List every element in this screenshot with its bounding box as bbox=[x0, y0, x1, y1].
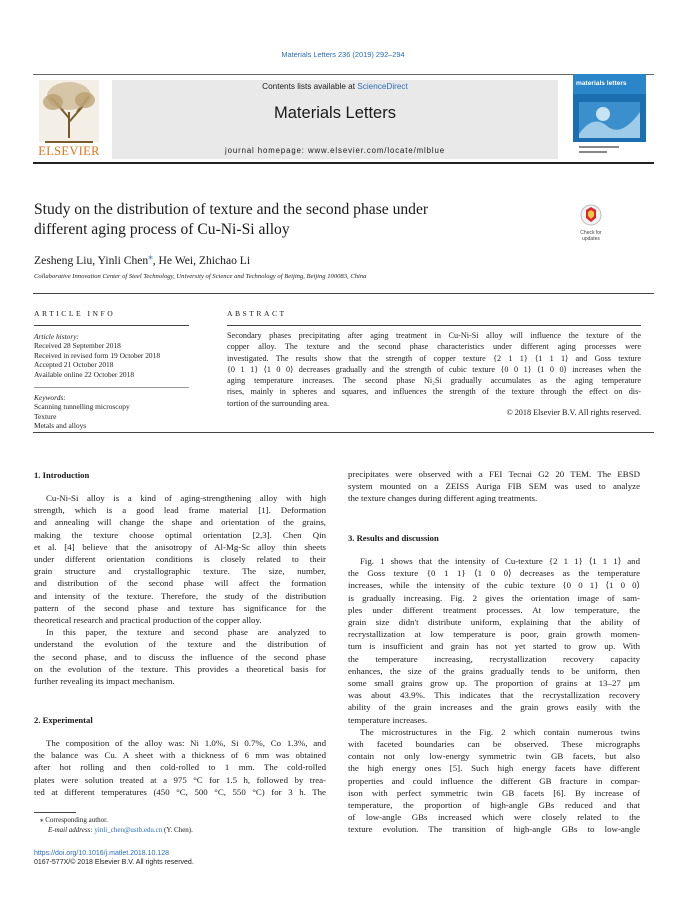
abstract-heading: ABSTRACT bbox=[227, 309, 287, 318]
contents-prefix: Contents lists available at bbox=[262, 82, 358, 91]
keyword-item: Texture bbox=[34, 411, 57, 421]
abstract-line: {0 1 1} ⟨1 0 0⟩ decreases gradually and the strength of cubic texture {0 0 1} ⟨1 0 0⟩ increases when the bbox=[227, 364, 641, 374]
experimental-paragraph bbox=[34, 737, 326, 798]
journal-name[interactable]: Materials Letters bbox=[274, 104, 396, 122]
abstract-text bbox=[227, 330, 641, 409]
article-info-heading: ARTICLE INFO bbox=[34, 309, 116, 318]
affiliation-rule bbox=[33, 293, 654, 294]
body-line: further revealing its impact mechanism. bbox=[34, 676, 175, 687]
body-line: temperature increases. bbox=[348, 714, 428, 725]
body-line: grain structure and crystallographic texture. The size, number, bbox=[34, 566, 326, 577]
history-accepted: Accepted 21 October 2018 bbox=[34, 360, 114, 370]
body-line: the temperature increasing, recrystallization recovery capacity bbox=[348, 653, 640, 664]
abstract-line: tortion of the surrounding area. bbox=[227, 398, 330, 408]
abstract-line: aging temperature increases. The second phase Ni₂Si gradually accumulates as the aging temperature bbox=[227, 376, 641, 386]
badge-line-2: updates bbox=[582, 235, 600, 242]
cover-title: materials letters bbox=[576, 80, 627, 87]
header-bottom-rule bbox=[33, 162, 654, 164]
history-revised: Received in revised form 19 October 2018 bbox=[34, 350, 161, 360]
crossmark-icon bbox=[575, 204, 607, 226]
body-line: properties and could influence the different GB fracture in compar- bbox=[348, 775, 640, 786]
body-line: understand the evolution of the texture and the distribution of bbox=[34, 639, 326, 650]
body-line: of low-angle GBs increased which were closely related to the bbox=[348, 812, 640, 823]
journal-homepage[interactable]: journal homepage: www.elsevier.com/locate/mlblue bbox=[224, 146, 446, 155]
results-heading: 3. Results and discussion bbox=[348, 533, 439, 543]
body-line: tum is insufficient and grain has not yet started to grow up. With bbox=[348, 641, 640, 652]
keywords-block bbox=[34, 393, 194, 431]
keywords-label: Keywords: bbox=[34, 393, 66, 402]
issn-line: 0167-577X/© 2018 Elsevier B.V. All rights reserved. bbox=[34, 859, 194, 866]
keyword-item: Scanning tunnelling microscopy bbox=[34, 402, 130, 412]
header-top-rule bbox=[33, 74, 654, 75]
body-line: The composition of the alloy was: Ni 1.0%, Si 0.7%, Co 1.3%, and bbox=[46, 738, 326, 748]
body-line: the texture changes during different aging treatments. bbox=[348, 493, 538, 504]
doi-link[interactable]: https://doi.org/10.1016/j.matlet.2018.10.128 bbox=[34, 850, 170, 857]
body-line: pattern of the second phase and texture has significance for the bbox=[34, 602, 326, 613]
body-line: with faceted boundaries can be observed. These micrographs bbox=[348, 739, 640, 750]
footnote-corresponding: ⁎ Corresponding author. bbox=[40, 816, 108, 824]
body-line: was about 43.9%. This indicates that the recrystallization recovery bbox=[348, 690, 640, 701]
body-line: ted at different temperatures (450 °C, 500 °C, 550 °C) for 3 h. The bbox=[34, 786, 326, 797]
body-line: making the texture choose optimal orientation [2,3]. Chen Qin bbox=[34, 529, 326, 540]
body-line: on the evolution of the texture. This provides a theoretical basis for bbox=[34, 663, 326, 674]
title-line-2: different aging process of Cu-Ni-Si alloy bbox=[34, 221, 290, 238]
body-line: Fig. 1 shows that the intensity of Cu-texture {2 1 1} ⟨1 1 1⟩ and bbox=[360, 556, 640, 566]
body-line: In this paper, the texture and second phase are analyzed to bbox=[46, 627, 326, 638]
body-line: strength, which is a good lead frame material [1]. Deformation bbox=[34, 505, 326, 516]
abstract-bottom-rule bbox=[33, 432, 654, 433]
check-for-updates-badge[interactable] bbox=[575, 204, 607, 242]
body-line: theoretical research and practical production of the copper alloy. bbox=[34, 615, 262, 626]
footnote-rule bbox=[34, 812, 76, 813]
article-title bbox=[34, 200, 564, 240]
body-line: the second phase, and to discuss the influence of the second phase bbox=[34, 651, 326, 662]
body-line: Cu-Ni-Si alloy is a kind of aging-strengthening alloy with high bbox=[46, 493, 326, 503]
body-line: plates were solution treated at a 975 °C for 1.5 h, followed by trea- bbox=[34, 774, 326, 785]
body-line: the balance was Cu. A sheet with a thickness of 6 mm was obtained bbox=[34, 750, 326, 761]
body-line: ability of the grain increases and the grain grows easily with the bbox=[348, 702, 640, 713]
body-line: some small grains grow up. The proportion of grains at 13–27 μm bbox=[348, 678, 640, 689]
body-line: after hot rolling and then cold-rolled to 1 mm. The cold-rolled bbox=[34, 762, 326, 773]
abstract-line: copper alloy. The texture and the second phase characteristics under different aging processes were bbox=[227, 342, 641, 352]
body-line: recrystallization at low temperature is poor, grain growth momen- bbox=[348, 629, 640, 640]
intro-heading: 1. Introduction bbox=[34, 470, 90, 480]
elsevier-wordmark: ELSEVIER bbox=[38, 144, 100, 158]
article-history bbox=[34, 332, 194, 379]
email-label: E-mail address: bbox=[48, 826, 95, 834]
footnote-email bbox=[48, 826, 193, 835]
authors-part-2: , He Wei, Zhichao Li bbox=[152, 253, 251, 267]
sciencedirect-link[interactable]: ScienceDirect bbox=[357, 82, 408, 91]
abstract-line: investigated. The results show that the strength of copper texture {2 1 1} ⟨1 1 1⟩ and Goss texture bbox=[227, 353, 641, 363]
body-line: under different orientation conditions is closely related to their bbox=[34, 554, 326, 565]
email-link[interactable]: yinli_chen@ustb.edu.cn bbox=[94, 826, 163, 834]
body-line: and intensity of the texture. Therefore, the study of the distribution bbox=[34, 590, 326, 601]
body-line: the high energy ones [5]. Such high energy facets have different bbox=[348, 763, 640, 774]
experimental-heading: 2. Experimental bbox=[34, 715, 93, 725]
authors-part-1: Zesheng Liu, Yinli Chen bbox=[34, 253, 149, 267]
body-line: the Goss texture {0 1 1} ⟨1 0 0⟩ decreases as the temperature bbox=[348, 568, 640, 579]
experimental-continued bbox=[348, 468, 640, 505]
journal-citation[interactable]: Materials Letters 236 (2019) 292–294 bbox=[281, 50, 405, 59]
abstract-line: rises, mainly in spheres and squares, and influences the strength of the texture through the effect on dis- bbox=[227, 387, 641, 397]
body-line: contain not only low-energy symmetric twin GB facets, but also bbox=[348, 751, 640, 762]
body-line: ison with perfect symmetric twin GB facets [6]. By increase of bbox=[348, 787, 640, 798]
affiliation: Collaborative Innovation Center of Steel Technology, University of Science and Technology of Beijing, Beijing 100083, China bbox=[34, 273, 367, 280]
journal-cover[interactable] bbox=[573, 74, 646, 158]
body-line: increases, while the intensity of the cubic texture {0 0 1} ⟨1 0 0⟩ bbox=[348, 580, 640, 591]
body-line: ples under different treatment processes. At low temperature, the bbox=[348, 604, 640, 615]
body-line: temperature, the proportion of high-angle GBs reduced and that bbox=[348, 800, 640, 811]
body-line: is gradually increasing. Fig. 2 gives the orientation image of sam- bbox=[348, 592, 640, 603]
body-line: system mounted on a ZEISS Auriga FIB SEM was used to analyze bbox=[348, 481, 640, 492]
body-line: and annealing will change the shape and orientation of the grains, bbox=[34, 517, 326, 528]
results-paragraphs bbox=[348, 555, 640, 836]
elsevier-logo[interactable] bbox=[33, 78, 105, 160]
corresponding-author-mark[interactable]: ⁎ bbox=[148, 251, 153, 261]
history-received: Received 28 September 2018 bbox=[34, 341, 121, 351]
author-list bbox=[34, 251, 250, 267]
body-line: and distribution of the second phase will affect the formation bbox=[34, 578, 326, 589]
history-label: Article history: bbox=[34, 332, 79, 341]
abstract-copyright: © 2018 Elsevier B.V. All rights reserved. bbox=[506, 408, 641, 417]
badge-line-1: Check for bbox=[580, 230, 602, 236]
intro-paragraphs bbox=[34, 492, 326, 687]
body-line: precipitates were observed with a FEI Tecnai G2 20 TEM. The EBSD bbox=[348, 469, 640, 479]
body-line: The microstructures in the Fig. 2 which contain numerous twins bbox=[360, 726, 640, 737]
title-line-1: Study on the distribution of texture and the second phase under bbox=[34, 201, 429, 218]
email-tail: (Y. Chen). bbox=[162, 826, 193, 834]
body-line: grain size didn't distribute uniform, explaining that the ability of bbox=[348, 617, 640, 628]
keyword-item: Metals and alloys bbox=[34, 421, 87, 431]
contents-line bbox=[112, 82, 558, 91]
keywords-rule bbox=[34, 387, 189, 388]
article-info-rule bbox=[34, 325, 189, 326]
history-online: Available online 22 October 2018 bbox=[34, 369, 135, 379]
abstract-rule bbox=[227, 325, 641, 326]
body-line: enhances, the size of the grains gradually tends to be uniform, then bbox=[348, 665, 640, 676]
body-line: et al. [4] believe that the anisotropy of Al-Mg-Sc alloy thin sheets bbox=[34, 541, 326, 552]
body-line: texture evolution. The transition of high-angle GBs to low-angle bbox=[348, 824, 640, 835]
abstract-line: Secondary phases precipitating after aging treatment in Cu-Ni-Si alloy will influence the texture of the bbox=[227, 331, 641, 340]
